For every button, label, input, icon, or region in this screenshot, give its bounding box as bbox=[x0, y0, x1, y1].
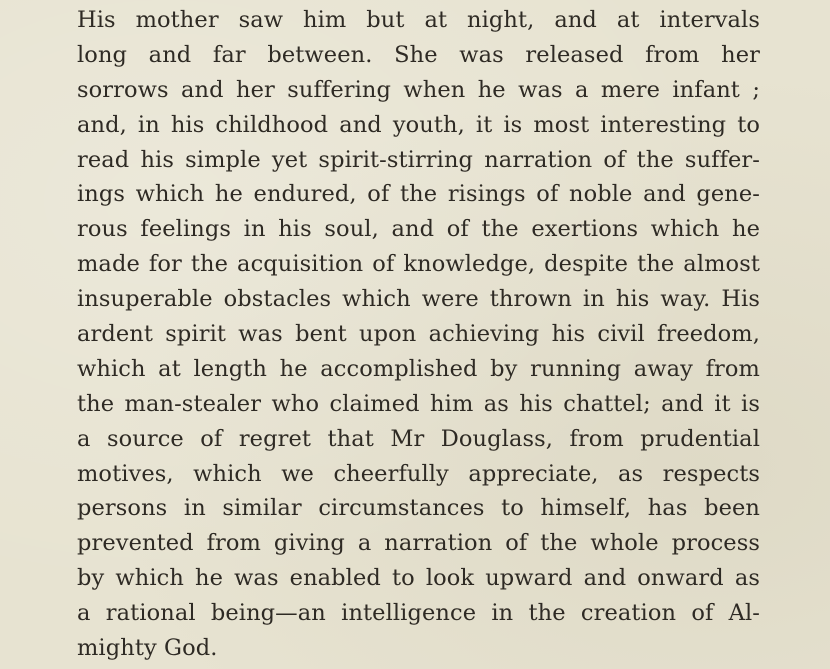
text-line-7: rous feelings in his soul, and of the exertions which he bbox=[77, 216, 760, 243]
text-line-6: ings which he endured, of the risings of noble and gene- bbox=[77, 181, 760, 208]
text-line-19: mighty God. bbox=[77, 635, 218, 662]
text-line-1: His mother saw him but at night, and at intervals bbox=[77, 7, 760, 33]
text-line-15: persons in similar circumstances to himself, has been bbox=[77, 495, 760, 522]
text-line-18: a rational being—an intelligence in the creation of Al- bbox=[77, 600, 760, 627]
text-line-11: which at length he accomplished by running away from bbox=[77, 355, 760, 382]
text-line-13: a source of regret that Mr Douglass, from prudential bbox=[77, 425, 760, 452]
body-text bbox=[77, 3, 760, 666]
text-line-10: ardent spirit was bent upon achieving his civil freedom, bbox=[77, 321, 760, 348]
text-line-9: insuperable obstacles which were thrown in his way. His bbox=[77, 286, 760, 313]
text-line-4: and, in his childhood and youth, it is most interesting to bbox=[77, 111, 760, 138]
text-line-14: motives, which we cheerfully appreciate, as respects bbox=[77, 460, 760, 487]
text-line-16: prevented from giving a narration of the whole process bbox=[77, 530, 760, 557]
text-line-5: read his simple yet spirit-stirring narration of the suffer- bbox=[77, 146, 760, 173]
text-line-3: sorrows and her suffering when he was a mere infant ; bbox=[77, 76, 760, 103]
text-line-8: made for the acquisition of knowledge, despite the almost bbox=[77, 251, 760, 278]
text-line-17: by which he was enabled to look upward and onward as bbox=[77, 565, 760, 592]
text-line-2: long and far between. She was released from her bbox=[77, 41, 760, 68]
text-line-12: the man-stealer who claimed him as his chattel; and it is bbox=[77, 390, 760, 417]
